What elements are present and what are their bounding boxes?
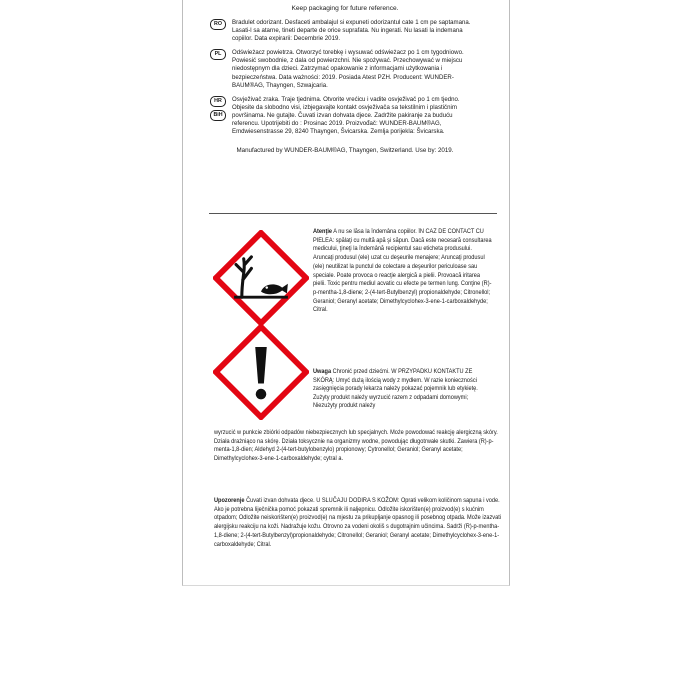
manufacturer-line: Manufactured by WUNDER-BAUM®AG, Thayngen, Switzerland. Use by: 2019. (236, 147, 454, 155)
language-badges (210, 49, 226, 60)
language-text: Osvježivač zraka. Traje tjednima. Otvorite vrećicu i vadite osvježivač po 1 cm tjedno. Objesite da slobodno visi, izbjegavajte kontakt osvježivača sa tekstilnim i plastičnim površinama. Ne gutajte. Čuvati izvan dohvata djece. Zadržite pakiranje za buduću referencu. Upotrijebiti do : Prosinac 2019. Proizvođač: WUNDER-BAUM®AG, Emdwiesenstrasse 29, 8240 Thayngen, Švicarska. Zemlja porijekla: Švicarska. (232, 95, 460, 136)
warning-ro (313, 228, 493, 315)
warning-pl-bottom: wyrzucić w punkcie zbiórki odpadów niebezpiecznych lub specjalnych. Może powodować reakcję alergiczną skóry. Działa drażniąco na skórę. Działa toksycznie na organizmy wodne, powodując długotrwałe skutki. Zawiera (R)-p-menta-1,8-dien; Aldehyd 2-(4-tert-butylobenzylo) propionowy; Cytronellol; Geraniol; Geranyl acetate; Dimethylcyclohex-3-ene-1-carboxaldehyde; cytral a. (214, 429, 498, 463)
warning-pl-top (313, 368, 486, 411)
language-text: Bradulet odorizant. Desfaceti ambalajul si expuneti odorizantul cate 1 cm pe saptamana. Lasati-l sa atarne, tineti departe de orice suprafata. Nu ingerati. Nu lasati la indemana copiilor. Data expirarii: Decembrie 2019. (232, 19, 471, 43)
language-text: Odświeżacz powietrza. Otworzyć torebkę i wysuwać odświeżacz po 1 cm tygodniowo. Powiesić swobodnie, z dala od powierzchni. Nie spożywać. Przechowywać w miejscu niedostępnym dla dzieci. Zatrzymać opakowanie z informacjami użytkowania i bezpieczeństwa. Data ważności: 2019. Posiada Atest PZH. Producent: WUNDER-BAUM®AG, Thayngen, Szwajcaria. (232, 49, 464, 89)
language-badge: HR (210, 96, 226, 107)
language-badge: PL (210, 49, 226, 60)
keep-packaging-note: Keep packaging for future reference. (291, 5, 399, 12)
top-text-area (210, 4, 480, 155)
language-badges (210, 19, 226, 30)
divider (209, 213, 497, 214)
language-badges (210, 96, 226, 121)
warning-heading: Upozorenje (214, 497, 245, 504)
warning-heading: Uwaga (313, 368, 332, 375)
warning-text: Chronić przed dziećmi. W PRZYPADKU KONTAKTU ZE SKÓRĄ: Umyć dużą ilością wody z mydłem. W razie konieczności zasięgnięcia porady lekarza należy pokazać pojemnik lub etykietę. Zużyty produkt należy wyrzucić razem z odpadami domowymi; Niezużyty produkt należy (313, 368, 478, 410)
warning-text: Čuvati izvan dohvata djece. U SLUČAJU DODIRA S KOŽOM: Oprati velikom količinom sapuna i vode. Ako je potrebna liječnička pomoć pokazati spremnik ili naljepnicu. Odložite iskorišten(e) proizvod(e) s kućnim otpadom; Odložite neiskorišten(e) proizvod(e) na mjestu za prikupljanje opasnog ili posebnog otpada. Može izazvati alergijsku reakciju na koži. Nadražuje kožu. Otrovno za vodeni okoliš s dugotrajnim učincima. Sadrži (R)-p-mentha-1,8-diene; 2-(4-tert-Butylbenzyl)propionaldehyde; Citronellol; Geraniol; Geranyl acetate; Dimethylcyclohex-3-ene-1-carboxaldehyde; Citral. (214, 497, 502, 548)
language-block-ro (210, 19, 480, 43)
warning-hr (214, 497, 501, 549)
ghs-pictograms (213, 230, 309, 420)
ghs-exclamation-icon (213, 324, 309, 420)
ghs-environment-icon (213, 230, 309, 326)
language-badge: BiH (210, 110, 226, 121)
warning-heading: Atenţie (313, 228, 333, 235)
warning-text: A nu se lăsa la îndemâna copiilor. ÎN CAZ DE CONTACT CU PIELEA: spălaţi cu multă apă şi săpun. Dacă este necesară consultarea medicului, ţineţi la îndemână recipientul sau eticheta produsului. Aruncaţi produsul (ele) uzat cu deşeurile menajere; Aruncaţi produsul (ele) neutilizat la punctul de colectare a deşeurilor periculoase sau speciale. Poate provoca o reacţie alergică a pielii. Provoacă iritarea pielii. Toxic pentru mediul acvatic cu efecte pe termen lung. Conţine (R)-p-mentha-1,8-diene; 2-(4-tert-Butylbenzyl) propionaldehyde; Citronellol; Geraniol; Geranyl acetate; Dimethylcyclohex-3-ene-1-carboxaldehyde; Citral. (313, 228, 492, 314)
language-block-hr (210, 96, 480, 136)
language-badge: RO (210, 19, 226, 30)
language-block-pl (210, 49, 480, 89)
